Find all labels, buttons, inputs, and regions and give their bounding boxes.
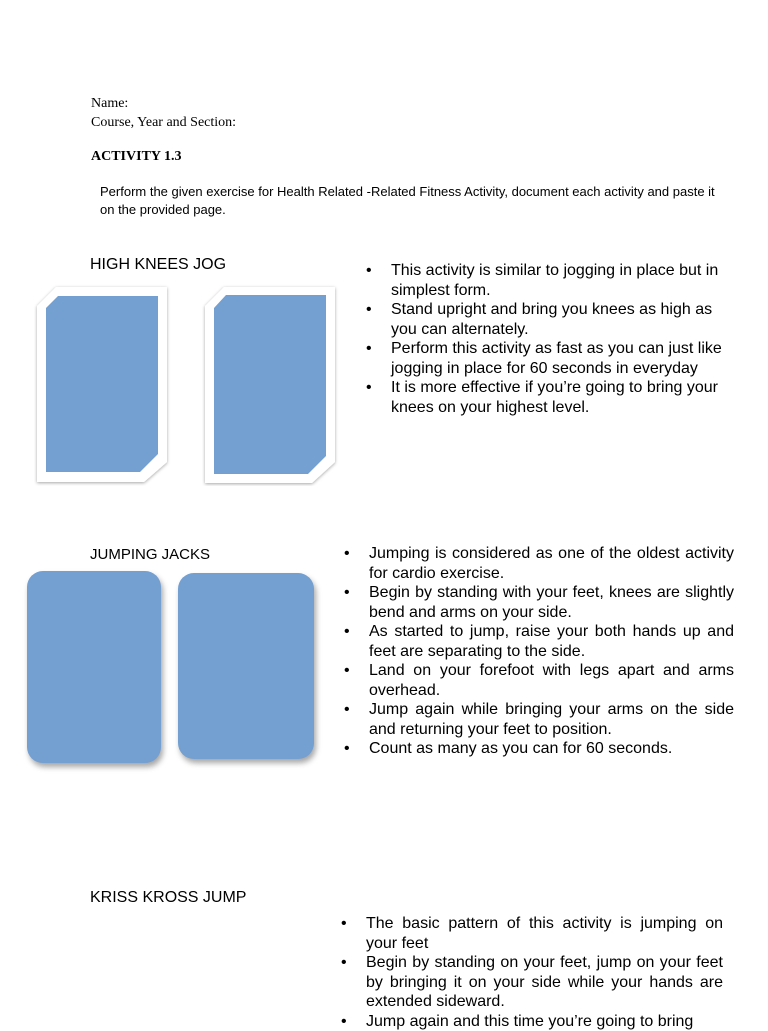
list-item: • Perform this activity as fast as you can just like jogging in place for 60 seconds in everyday [366,339,728,378]
course-label: Course, Year and Section: [91,113,236,132]
list-item: • Count as many as you can for 60 seconds. [344,739,734,759]
photo-placeholder-jumping-jacks-1 [27,571,161,763]
photo-placeholder-high-knees-1 [34,284,174,486]
list-item: • It is more effective if you’re going to bring your knees on your highest level. [366,378,728,417]
high-knees-instructions-list [366,261,728,417]
list-item: • Stand upright and bring you knees as high as you can alternately. [366,300,728,339]
list-item: • As started to jump, raise your both hands up and feet are separating to the side. [344,622,734,661]
list-item: • Begin by standing with your feet, knees are slightly bend and arms on your side. [344,583,734,622]
list-item: • Jump again while bringing your arms on the side and returning your feet to position. [344,700,734,739]
list-item: • Begin by standing on your feet, jump on your feet by bringing it on your side while your hands are extended sideward. [341,953,723,1012]
list-item: • This activity is similar to jogging in place but in simplest form. [366,261,728,300]
student-info [91,94,236,132]
photo-placeholder-jumping-jacks-2 [178,573,314,759]
section-title-kriss-kross-jump: KRISS KROSS JUMP [90,888,246,908]
name-label: Name: [91,94,236,113]
activity-title: ACTIVITY 1.3 [91,149,182,165]
activity-instructions: Perform the given exercise for Health Related -Related Fitness Activity, document each activity and paste it on the provided page. [100,183,720,218]
list-item: • Jumping is considered as one of the oldest activity for cardio exercise. [344,544,734,583]
list-item: • Land on your forefoot with legs apart and arms overhead. [344,661,734,700]
jumping-jacks-instructions-list [344,544,734,759]
list-item: • The basic pattern of this activity is jumping on your feet [341,914,723,953]
list-item: • Jump again and this time you’re going to bring [341,1012,723,1031]
kriss-kross-instructions-list [341,914,723,1031]
section-title-jumping-jacks: JUMPING JACKS [90,545,210,565]
section-title-high-knees-jog: HIGH KNEES JOG [90,255,226,275]
photo-placeholder-high-knees-2 [202,284,342,486]
